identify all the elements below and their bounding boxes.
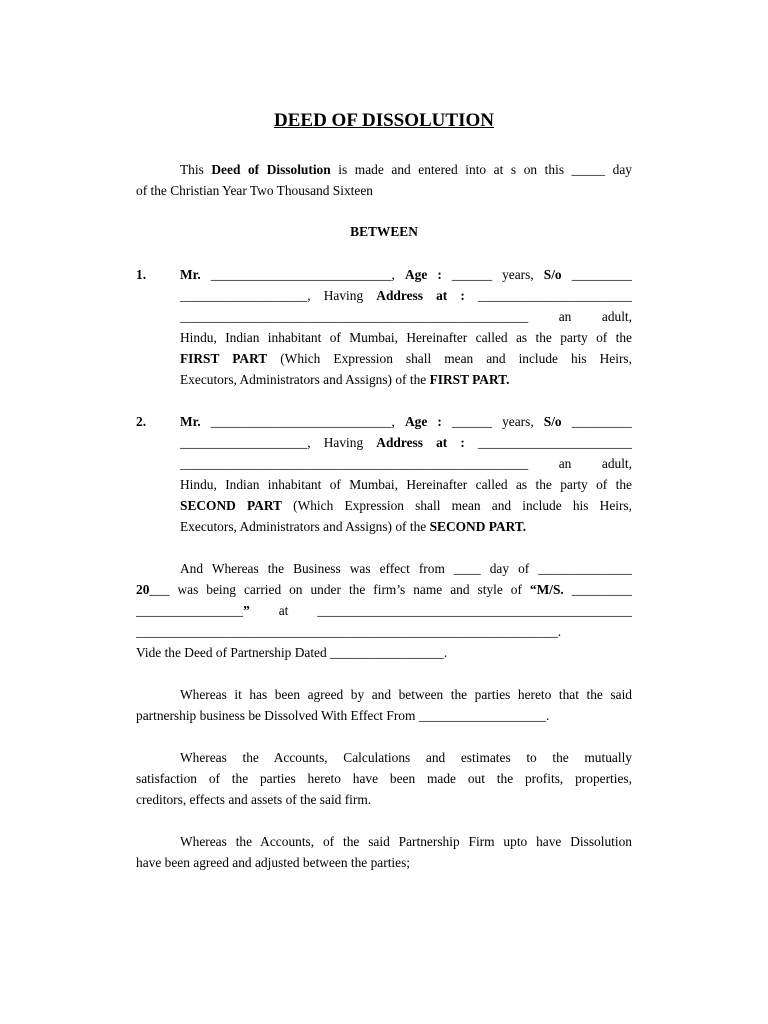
business-line-1: And Whereas the Business was effect from ____ day of ______________ xyxy=(180,561,632,576)
adjusted-line-2: have been agreed and adjusted between the parties; xyxy=(136,855,411,870)
party-2-line-5: SECOND PART (Which Expression shall mean and include his Heirs, xyxy=(180,498,632,513)
party-2-line-2: ___________________, Having Address at : _______________________ xyxy=(180,435,632,450)
party-1-number: 1. xyxy=(136,267,147,282)
party-1-line-2: ___________________, Having Address at : _______________________ xyxy=(180,288,632,303)
business-line-2: 20___ was being carried on under the firm’s name and style of “M/S. _________ xyxy=(136,582,632,597)
between-heading: BETWEEN xyxy=(350,224,418,239)
party-2-line-3: ____________________________________________________ an adult, xyxy=(180,456,632,471)
accounts-line-2: satisfaction of the parties hereto have been made out the profits, properties, xyxy=(136,771,632,786)
agreed-line-1: Whereas it has been agreed by and between the parties hereto that the said xyxy=(180,687,632,702)
business-line-4: _______________________________________________________________. xyxy=(136,624,562,639)
party-1-line-6: Executors, Administrators and Assigns) of the FIRST PART. xyxy=(180,372,510,387)
party-2-line-1: Mr. ___________________________, Age : ______ years, S/o _________ xyxy=(180,414,632,429)
party-1-line-5: FIRST PART (Which Expression shall mean and include his Heirs, xyxy=(180,351,632,366)
party-2-number: 2. xyxy=(136,414,147,429)
accounts-line-3: creditors, effects and assets of the said firm. xyxy=(136,792,372,807)
party-1-line-1: Mr. ___________________________, Age : ______ years, S/o _________ xyxy=(180,267,632,282)
party-2-line-4: Hindu, Indian inhabitant of Mumbai, Hereinafter called as the party of the xyxy=(180,477,632,492)
business-line-5: Vide the Deed of Partnership Dated _________________. xyxy=(136,645,448,660)
adjusted-line-1: Whereas the Accounts, of the said Partnership Firm upto have Dissolution xyxy=(180,834,632,849)
party-1-line-4: Hindu, Indian inhabitant of Mumbai, Hereinafter called as the party of the xyxy=(180,330,632,345)
intro-line-2: of the Christian Year Two Thousand Sixteen xyxy=(136,183,373,198)
agreed-line-2: partnership business be Dissolved With Effect From ___________________. xyxy=(136,708,550,723)
intro-line-1: This Deed of Dissolution is made and entered into at s on this _____ day xyxy=(180,162,633,177)
document-title: DEED OF DISSOLUTION xyxy=(274,110,494,131)
party-2-line-6: Executors, Administrators and Assigns) of the SECOND PART. xyxy=(180,519,527,534)
accounts-line-1: Whereas the Accounts, Calculations and estimates to the mutually xyxy=(180,750,632,765)
business-line-3: ________________” at _______________________________________________ xyxy=(136,603,632,618)
party-1-line-3: ____________________________________________________ an adult, xyxy=(180,309,632,324)
